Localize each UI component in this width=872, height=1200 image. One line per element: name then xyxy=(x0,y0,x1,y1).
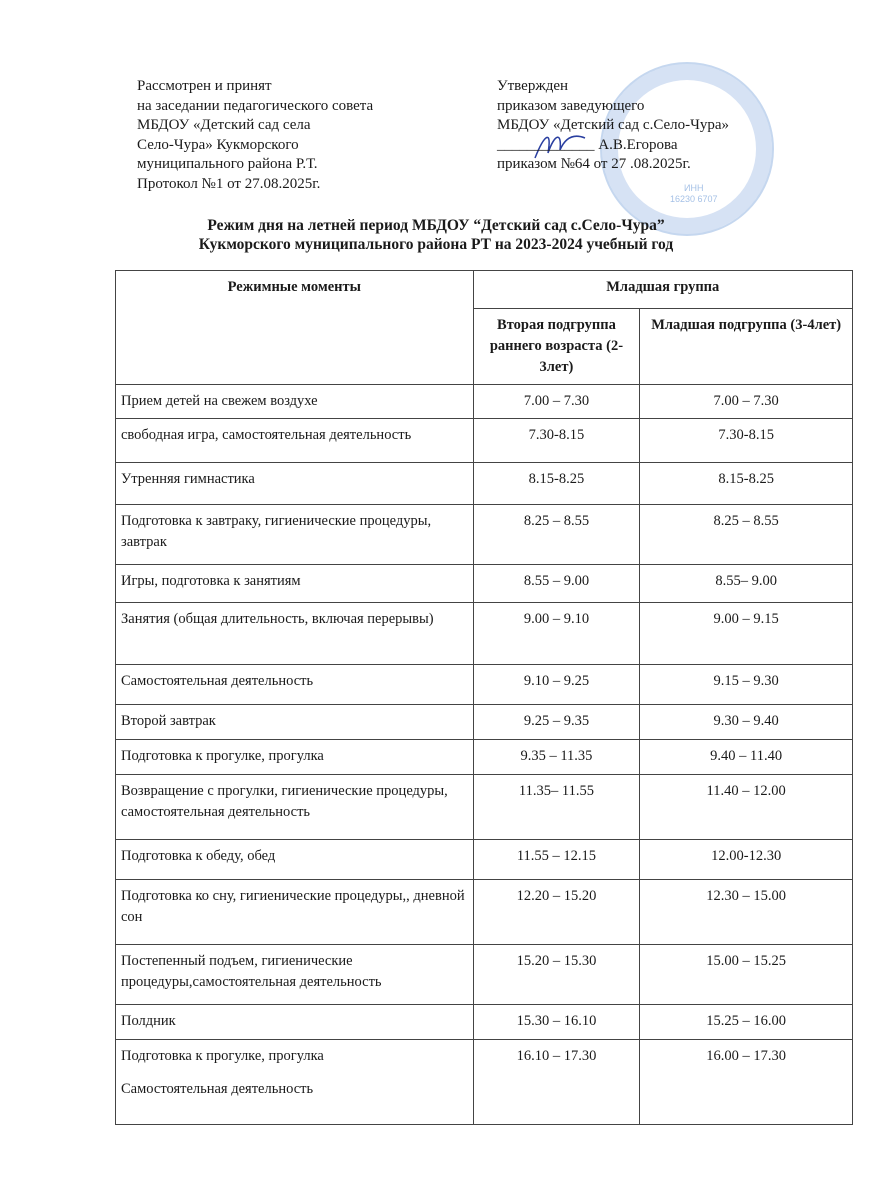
approval-left-line: Протокол №1 от 27.08.2025г. xyxy=(137,175,321,192)
time-cell-early: 15.30 – 16.10 xyxy=(473,1005,640,1040)
stamp-inn-label: ИНН xyxy=(684,183,704,193)
activity-cell xyxy=(116,775,474,840)
activity-text: Занятия (общая длительность, включая перерывы) xyxy=(121,611,434,627)
activity-cell xyxy=(116,603,474,665)
approval-right-line: МБДОУ «Детский сад с.Село-Чура» xyxy=(497,117,730,133)
schedule-table xyxy=(115,270,853,1125)
activity-cell xyxy=(116,705,474,740)
activity-cell xyxy=(116,565,474,603)
title-line-1: Режим дня на летней период МБДОУ “Детский сад с.Село-Чура” xyxy=(207,217,665,234)
time-cell-junior: 9.30 – 9.40 xyxy=(640,705,853,740)
table-row xyxy=(116,705,853,740)
approval-left-line: Рассмотрен и принят xyxy=(137,78,272,94)
activity-text: Утренняя гимнастика xyxy=(121,471,255,487)
table-row xyxy=(116,740,853,775)
approval-left-line: муниципального района Р.Т. xyxy=(137,156,318,172)
activity-text: Прием детей на свежем воздухе xyxy=(121,393,318,409)
time-cell-early: 9.25 – 9.35 xyxy=(473,705,640,740)
activity-cell xyxy=(116,740,474,775)
time-cell-early: 9.00 – 9.10 xyxy=(473,603,640,665)
activity-text: Подготовка ко сну, гигиенические процедуры,, дневной сон xyxy=(121,888,465,925)
time-cell-junior: 11.40 – 12.00 xyxy=(640,775,853,840)
time-cell-junior: 7.30-8.15 xyxy=(640,419,853,463)
time-cell-early: 16.10 – 17.30 xyxy=(473,1040,640,1125)
col-header-group: Младшая группа xyxy=(473,271,852,309)
time-cell-junior: 12.00-12.30 xyxy=(640,840,853,880)
table-row xyxy=(116,1005,853,1040)
approval-right-line: приказом заведующего xyxy=(497,97,645,114)
activity-text: Постепенный подъем, гигиенические процедуры,самостоятельная деятельность xyxy=(121,953,382,990)
activity-text: Полдник xyxy=(121,1013,176,1029)
table-row xyxy=(116,419,853,463)
table-row xyxy=(116,775,853,840)
time-cell-early: 8.25 – 8.55 xyxy=(473,505,640,565)
activity-cell xyxy=(116,463,474,505)
time-cell-early: 15.20 – 15.30 xyxy=(473,945,640,1005)
col-header-sub1: Вторая подгруппа раннего возраста (2-3лет) xyxy=(473,309,640,385)
time-cell-junior: 8.55– 9.00 xyxy=(640,565,853,603)
activity-cell xyxy=(116,1040,474,1125)
activity-text: свободная игра, самостоятельная деятельность xyxy=(121,427,412,443)
activity-text: Подготовка к прогулке, прогулка xyxy=(121,1048,324,1064)
time-cell-early: 8.55 – 9.00 xyxy=(473,565,640,603)
time-cell-junior: 16.00 – 17.30 xyxy=(640,1040,853,1125)
time-cell-junior: 15.00 – 15.25 xyxy=(640,945,853,1005)
time-cell-early: 11.55 – 12.15 xyxy=(473,840,640,880)
activity-text: Второй завтрак xyxy=(121,713,216,729)
approval-left-line: Село-Чура» Кукморского xyxy=(137,136,299,153)
time-cell-junior: 9.00 – 9.15 xyxy=(640,603,853,665)
approval-right-line: приказом №64 от 27 .08.2025г. xyxy=(497,156,691,172)
activity-cell xyxy=(116,840,474,880)
time-cell-junior: 8.15-8.25 xyxy=(640,463,853,505)
activity-text: Подготовка к завтраку, гигиенические процедуры, завтрак xyxy=(121,513,432,550)
title-line-2: Кукморского муниципального района РТ на 2023-2024 учебный год xyxy=(198,236,674,253)
time-cell-junior: 9.40 – 11.40 xyxy=(640,740,853,775)
approval-left-line: МБДОУ «Детский сад села xyxy=(137,117,311,133)
time-cell-junior: 9.15 – 9.30 xyxy=(640,665,853,705)
col-header-sub2: Младшая подгруппа (3-4лет) xyxy=(640,309,853,385)
time-cell-early: 9.10 – 9.25 xyxy=(473,665,640,705)
activity-text: Игры, подготовка к занятиям xyxy=(121,573,301,589)
activity-text: Подготовка к обеду, обед xyxy=(121,848,276,864)
activity-text: Самостоятельная деятельность xyxy=(121,673,314,689)
time-cell-early: 12.20 – 15.20 xyxy=(473,880,640,945)
table-row xyxy=(116,463,853,505)
approval-left xyxy=(137,77,373,194)
table-row xyxy=(116,880,853,945)
approval-right xyxy=(497,77,729,175)
activity-cell xyxy=(116,665,474,705)
time-cell-early: 7.00 – 7.30 xyxy=(473,385,640,419)
time-cell-junior: 12.30 – 15.00 xyxy=(640,880,853,945)
col-header-activity: Режимные моменты xyxy=(116,271,474,385)
time-cell-junior: 15.25 – 16.00 xyxy=(640,1005,853,1040)
activity-text: Подготовка к прогулке, прогулка xyxy=(121,748,324,764)
table-row xyxy=(116,385,853,419)
time-cell-early: 8.15-8.25 xyxy=(473,463,640,505)
time-cell-early: 11.35– 11.55 xyxy=(473,775,640,840)
stamp-inn xyxy=(670,183,718,205)
approval-right-line: Утвержден xyxy=(497,78,569,94)
time-cell-early: 9.35 – 11.35 xyxy=(473,740,640,775)
table-row xyxy=(116,505,853,565)
time-cell-junior: 8.25 – 8.55 xyxy=(640,505,853,565)
table-row xyxy=(116,603,853,665)
activity-cell xyxy=(116,505,474,565)
page-title xyxy=(0,216,872,254)
activity-cell xyxy=(116,880,474,945)
activity-cell xyxy=(116,945,474,1005)
approval-right-line: _____________ А.В.Егорова xyxy=(497,136,678,153)
activity-text: Возвращение с прогулки, гигиенические процедуры, самостоятельная деятельность xyxy=(121,783,448,820)
time-cell-junior: 7.00 – 7.30 xyxy=(640,385,853,419)
table-row xyxy=(116,945,853,1005)
activity-cell xyxy=(116,385,474,419)
approval-left-line: на заседании педагогического совета xyxy=(137,97,374,114)
stamp-inn-number: 16230 6707 xyxy=(670,194,718,204)
table-row xyxy=(116,840,853,880)
activity-text: Самостоятельная деятельность xyxy=(121,1081,314,1097)
activity-cell xyxy=(116,419,474,463)
time-cell-early: 7.30-8.15 xyxy=(473,419,640,463)
table-row xyxy=(116,565,853,603)
activity-cell xyxy=(116,1005,474,1040)
table-row xyxy=(116,665,853,705)
table-row xyxy=(116,1040,853,1125)
